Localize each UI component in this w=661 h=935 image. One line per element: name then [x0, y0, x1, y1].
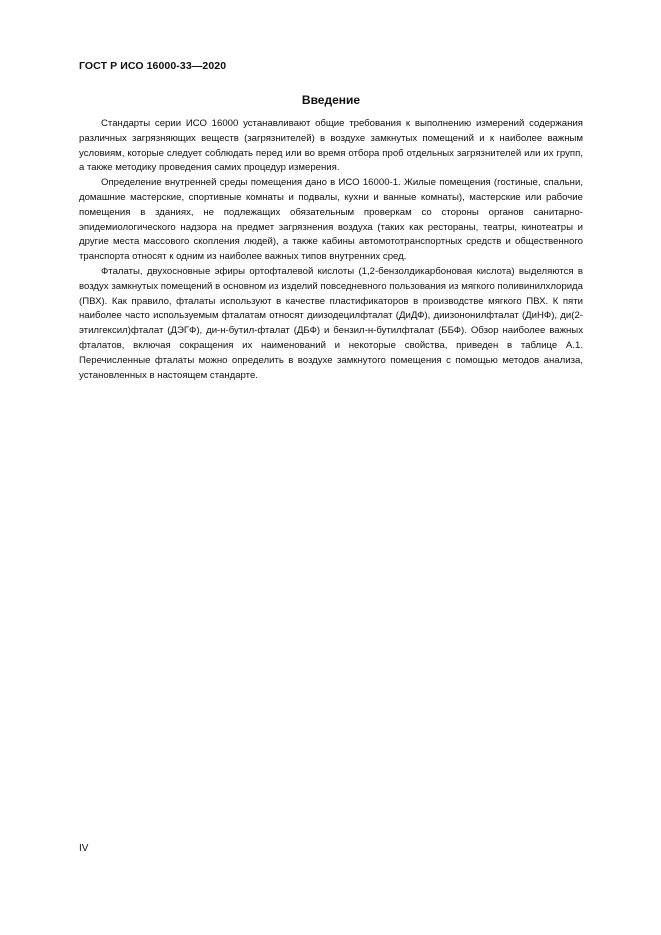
- section-title: Введение: [301, 93, 361, 107]
- paragraph-2: Определение внутренней среды помещения дано в ИСО 16000-1. Жилые помещения (гостиные, спальни, домашние мастерские, спортивные комнаты и подвалы, кухни и ванные комнаты), мастерские или рабочие помещения в зданиях, не подлежащих обязательным проверкам со стороны органов санитарно-эпидемиологического надзора на предмет загрязнения воздуха (таких как рестораны, театры, кинотеатры и другие места массового скопления людей), а также кабины автомототранспортных средств и общественного транспорта относят к одним из наиболее важных типов внутренних сред.: [79, 177, 583, 263]
- body-text: [79, 117, 583, 383]
- page-number: IV: [79, 843, 89, 854]
- document-header-standard: ГОСТ Р ИСО 16000-33—2020: [79, 60, 227, 72]
- paragraph-3: Фталаты, двухосновные эфиры ортофталевой кислоты (1,2-бензолдикарбоновая кислота) выделяются в воздух замкнутых помещений в основном из изделий повседневного пользования из мягкого поливинилхлорида (ПВХ). Как правило, фталаты используют в качестве пластификаторов в производстве мягкого ПВХ. К пяти наиболее часто используемым фталатам относят диизодецилфталат (ДиДФ), диизононилфталат (ДиНФ), ди(2-этилгексил)фталат (ДЭГФ), ди-н-бутил-фталат (ДБФ) и бензил-н-бутилфталат (ББФ). Обзор наиболее важных фталатов, включая сокращения их наименований и некоторые свойства, приведен в таблице А.1. Перечисленные фталаты можно определить в воздухе замкнутого помещения с помощью методов анализа, установленных в настоящем стандарте.: [79, 265, 583, 381]
- paragraph-1: Стандарты серии ИСО 16000 устанавливают общие требования к выполнению измерений содержания различных загрязняющих веществ (загрязнителей) в воздухе замкнутых помещений и к наиболее важным условиям, которые следует соблюдать перед или во время отбора проб отдельных загрязнителей или их групп, а также методику проведения самих процедур измерения.: [79, 118, 583, 174]
